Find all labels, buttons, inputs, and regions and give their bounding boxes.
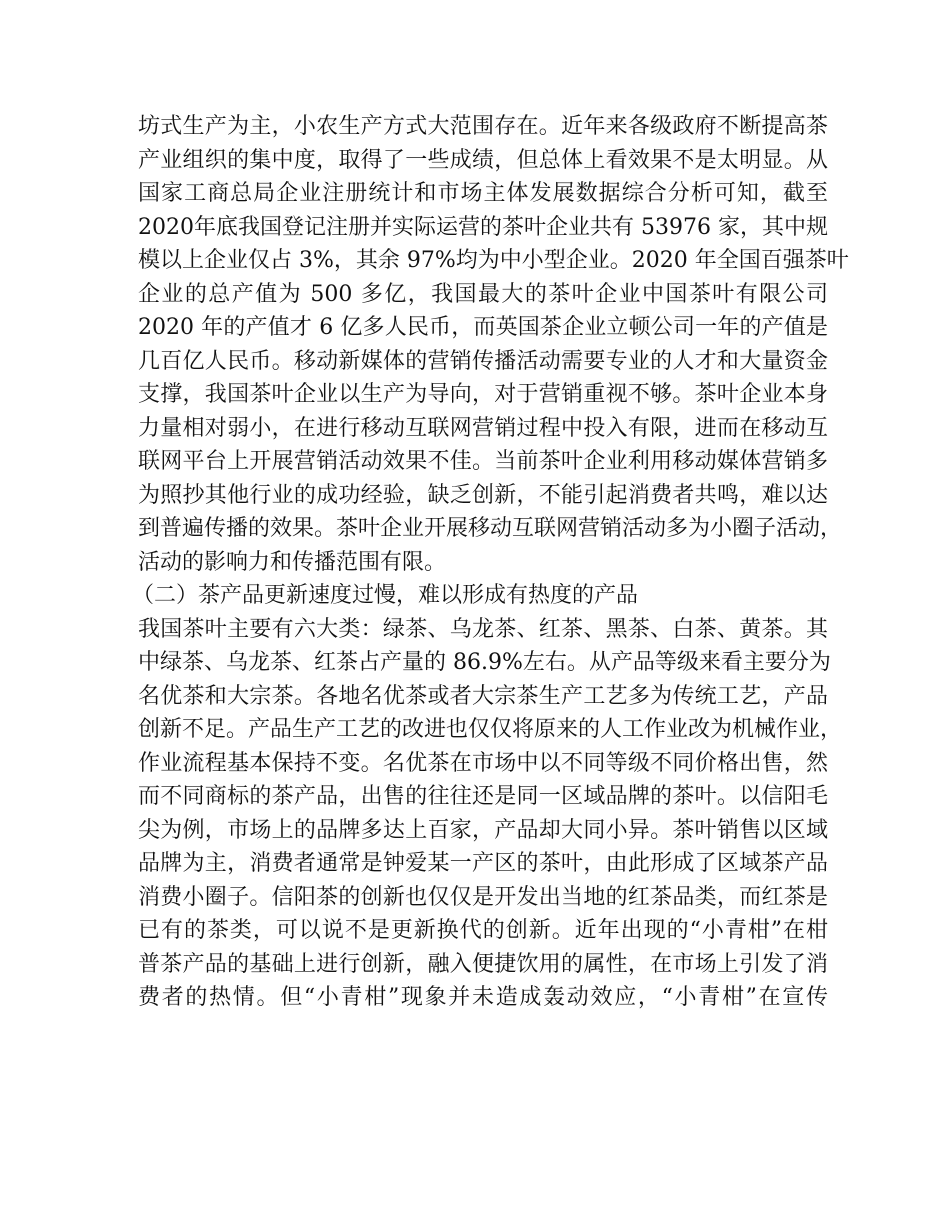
text-line: 产业组织的集中度，取得了一些成绩，但总体上看效果不是太明显。从 [138, 147, 828, 173]
text-line: 2020 年的产值才 6 亿多人民币，而英国茶企业立顿公司一年的产值是 [138, 315, 828, 340]
text-line: 几百亿人民币。移动新媒体的营销传播活动需要专业的人才和大量资金 [138, 348, 828, 374]
text-line: 尖为例，市场上的品牌多达上百家，产品却大同小异。茶叶销售以区域 [138, 817, 828, 843]
text-line: 支撑，我国茶叶企业以生产为导向，对于营销重视不够。茶叶企业本身 [138, 382, 828, 407]
text-line: 我国茶叶主要有六大类：绿茶、乌龙茶、红茶、黑茶、白茶、黄茶。其 [138, 616, 828, 642]
text-line: 为照抄其他行业的成功经验，缺乏创新，不能引起消费者共鸣，难以达 [138, 482, 828, 508]
text-line: 品牌为主，消费者通常是钟爱某一产区的茶叶，由此形成了区域茶产品 [138, 851, 828, 876]
text-line: 国家工商总局企业注册统计和市场主体发展数据综合分析可知，截至 [138, 181, 828, 206]
text-line: 消费小圈子。信阳茶的创新也仅仅是开发出当地的红茶品类，而红茶是 [138, 884, 828, 910]
text-line: 坊式生产为主，小农生产方式大范围存在。近年来各级政府不断提高茶 [138, 114, 828, 139]
text-line: 活动的影响力和传播范围有限。 [138, 549, 447, 575]
text-line: 名优茶和大宗茶。各地名优茶或者大宗茶生产工艺多为传统工艺，产品 [138, 683, 828, 709]
section-heading: （二）茶产品更新速度过慢，难以形成有热度的产品 [132, 583, 639, 608]
text-line: 力量相对弱小，在进行移动互联网营销过程中投入有限，进而在移动互 [138, 415, 828, 441]
text-line: 已有的茶类，可以说不是更新换代的创新。近年出现的“小青柑”在柑 [138, 918, 828, 943]
text-line: 中绿茶、乌龙茶、红茶占产量的 86.9%左右。从产品等级来看主要分为 [138, 650, 831, 675]
text-line: 模以上企业仅占 3%，其余 97%均为中小型企业。2020 年全国百强茶叶 [138, 248, 849, 273]
text-line: 普茶产品的基础上进行创新，融入便捷饮用的属性，在市场上引发了消 [138, 951, 828, 977]
text-line: 而不同商标的茶产品，出售的往往还是同一区域品牌的茶叶。以信阳毛 [138, 784, 828, 809]
text-line: 费者的热情。但“小青柑”现象并未造成轰动效应，“小青柑”在宣传 [138, 985, 828, 1010]
text-line: 到普遍传播的效果。茶叶企业开展移动互联网营销活动多为小圈子活动， [138, 516, 843, 541]
body-text [132, 110, 849, 1015]
text-line: 创新不足。产品生产工艺的改进也仅仅将原来的人工作业改为机械作业， [138, 717, 843, 742]
text-line: 2020年底我国登记注册并实际运营的茶叶企业共有 53976 家，其中规 [138, 214, 828, 240]
text-line: 联网平台上开展营销活动效果不佳。当前茶叶企业利用移动媒体营销多 [138, 449, 828, 474]
text-line: 作业流程基本保持不变。名优茶在市场中以不同等级不同价格出售，然 [138, 750, 828, 776]
text-line: 企业的总产值为 500 多亿，我国最大的茶叶企业中国茶叶有限公司 [138, 281, 828, 307]
